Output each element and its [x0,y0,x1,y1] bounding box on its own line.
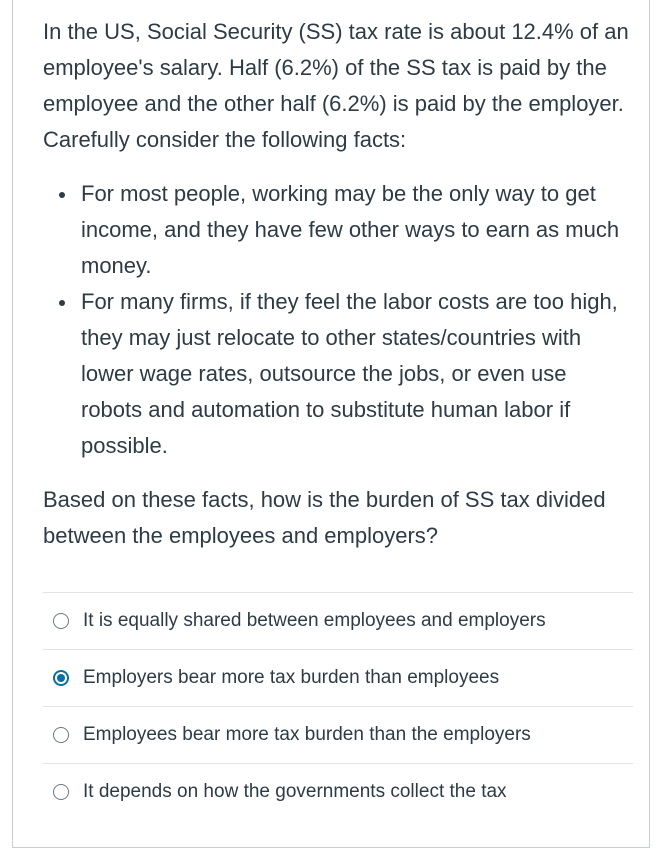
bullet-icon [59,300,65,306]
fact-text: For most people, working may be the only way to get income, and they have few other ways to earn as much money. [81,181,620,278]
question-intro: In the US, Social Security (SS) tax rate is about 12.4% of an employee's salary. Half (6.2%) of the SS tax is paid by the employee and the other half (6.2%) is paid by the employer. Carefully consider the following facts: [43,19,629,152]
fact-item [81,176,633,284]
radio-unchecked-icon[interactable] [53,784,69,800]
answer-label[interactable]: It depends on how the governments collect the tax [83,781,507,802]
answer-option-2[interactable] [43,649,633,706]
answer-list [43,592,633,820]
answer-label[interactable]: It is equally shared between employees and employers [83,610,546,631]
radio-checked-icon[interactable] [53,670,69,686]
fact-text: For many firms, if they feel the labor costs are too high, they may just relocate to other states/countries with lower wage rates, outsource the jobs, or even use robots and automation to substitute human labor if possible. [81,289,618,458]
radio-unchecked-icon[interactable] [53,727,69,743]
question-prompt: Based on these facts, how is the burden of SS tax divided between the employees and employers? [43,487,606,548]
answer-option-3[interactable] [43,706,633,763]
radio-unchecked-icon[interactable] [53,613,69,629]
question-text [43,14,633,554]
answer-label[interactable]: Employees bear more tax burden than the employers [83,724,531,745]
quiz-question-card [12,0,650,848]
answer-option-1[interactable] [43,592,633,649]
fact-item [81,284,633,464]
answer-label[interactable]: Employers bear more tax burden than employees [83,667,500,688]
bullet-icon [59,192,65,198]
facts-list [43,176,633,464]
answer-option-4[interactable] [43,763,633,820]
